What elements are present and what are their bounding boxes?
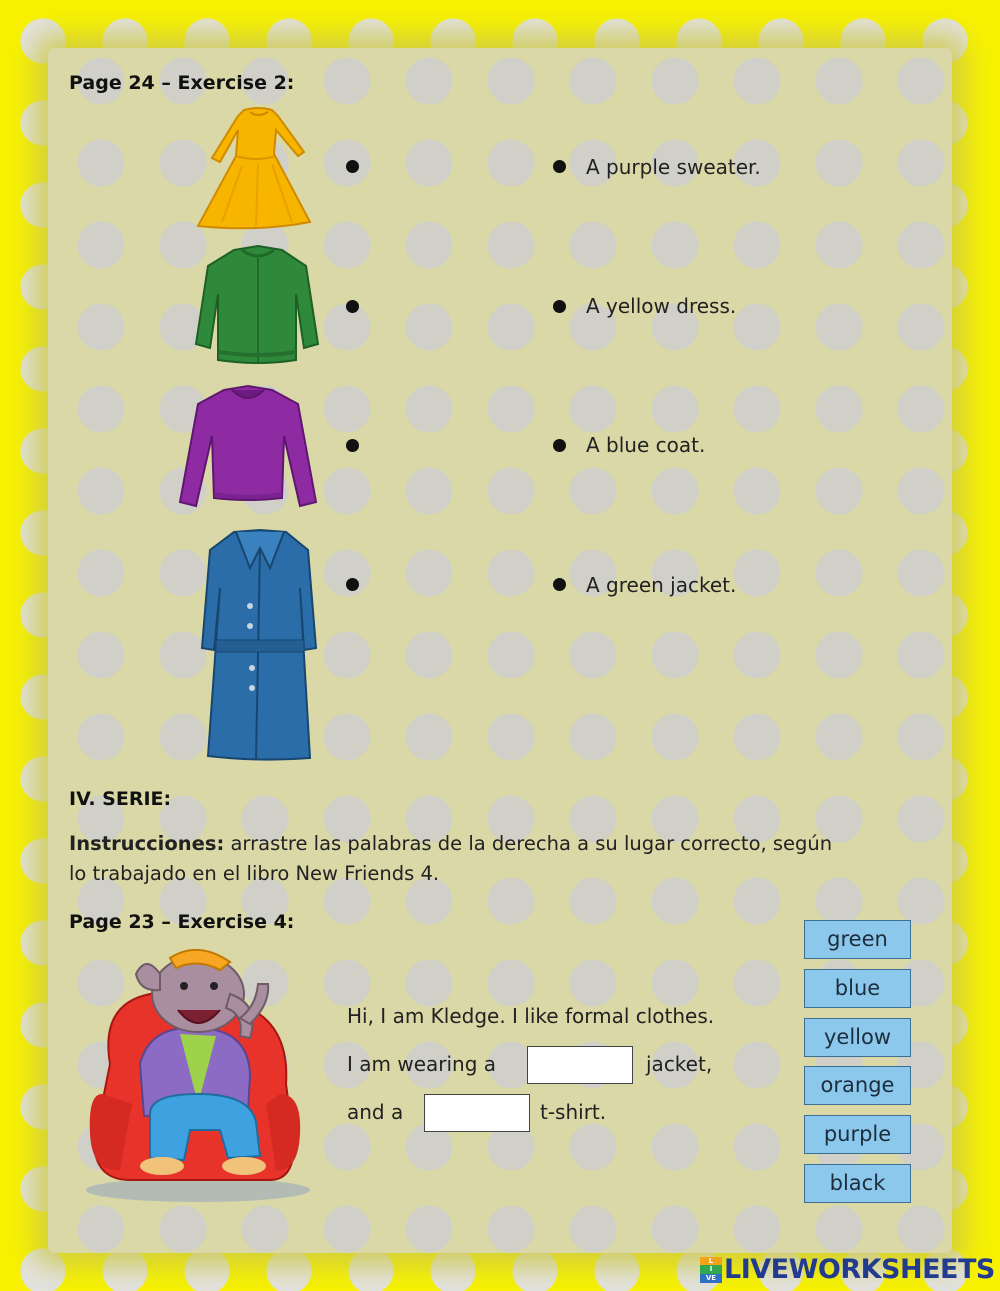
- exercise4-line2-after: jacket,: [646, 1052, 713, 1076]
- serie-title: IV. SERIE:: [69, 788, 172, 810]
- match-dot-right-2[interactable]: [553, 300, 566, 313]
- instructions-line2: lo trabajado en el libro New Friends 4.: [69, 862, 440, 885]
- exercise4-line3-before: and a: [347, 1100, 404, 1124]
- drop-blank-jacket-color[interactable]: [527, 1046, 633, 1084]
- option-text-3: A blue coat.: [586, 433, 706, 457]
- option-text-4: A green jacket.: [586, 573, 737, 597]
- exercise2-title: Page 24 – Exercise 2:: [69, 72, 295, 94]
- drop-blank-tshirt-color[interactable]: [424, 1094, 530, 1132]
- exercise4-line1: Hi, I am Kledge. I like formal clothes.: [347, 1004, 715, 1028]
- instructions-label: Instrucciones:: [69, 832, 225, 855]
- exercise4-title: Page 23 – Exercise 4:: [69, 911, 295, 933]
- match-dot-right-3[interactable]: [553, 439, 566, 452]
- option-text-1: A purple sweater.: [586, 155, 761, 179]
- word-tile-black[interactable]: black: [804, 1164, 911, 1203]
- word-tile-purple[interactable]: purple: [804, 1115, 911, 1154]
- option-text-2: A yellow dress.: [586, 294, 737, 318]
- live-badge-icon: L I VE: [700, 1257, 722, 1283]
- match-dot-left-3[interactable]: [346, 439, 359, 452]
- word-tile-orange[interactable]: orange: [804, 1066, 911, 1105]
- match-dot-right-4[interactable]: [553, 578, 566, 591]
- match-dot-right-1[interactable]: [553, 160, 566, 173]
- yellow-dress-image: [192, 104, 327, 232]
- blue-coat-image: [196, 528, 322, 762]
- green-jacket-image: [194, 244, 322, 368]
- word-tile-blue[interactable]: blue: [804, 969, 911, 1008]
- instructions-line1: arrastre las palabras de la derecha a su lugar correcto, según: [224, 832, 833, 855]
- word-tile-green[interactable]: green: [804, 920, 911, 959]
- exercise4-line2-before: I am wearing a: [347, 1052, 497, 1076]
- purple-sweater-image: [176, 384, 320, 510]
- word-tile-yellow[interactable]: yellow: [804, 1018, 911, 1057]
- kledge-character-image: [80, 944, 316, 1206]
- exercise4-line3-after: t-shirt.: [540, 1100, 607, 1124]
- match-dot-left-4[interactable]: [346, 578, 359, 591]
- instructions-paragraph: [69, 829, 939, 889]
- match-dot-left-1[interactable]: [346, 160, 359, 173]
- liveworksheets-logo[interactable]: LIVEWORKSHEETS: [724, 1254, 995, 1285]
- match-dot-left-2[interactable]: [346, 300, 359, 313]
